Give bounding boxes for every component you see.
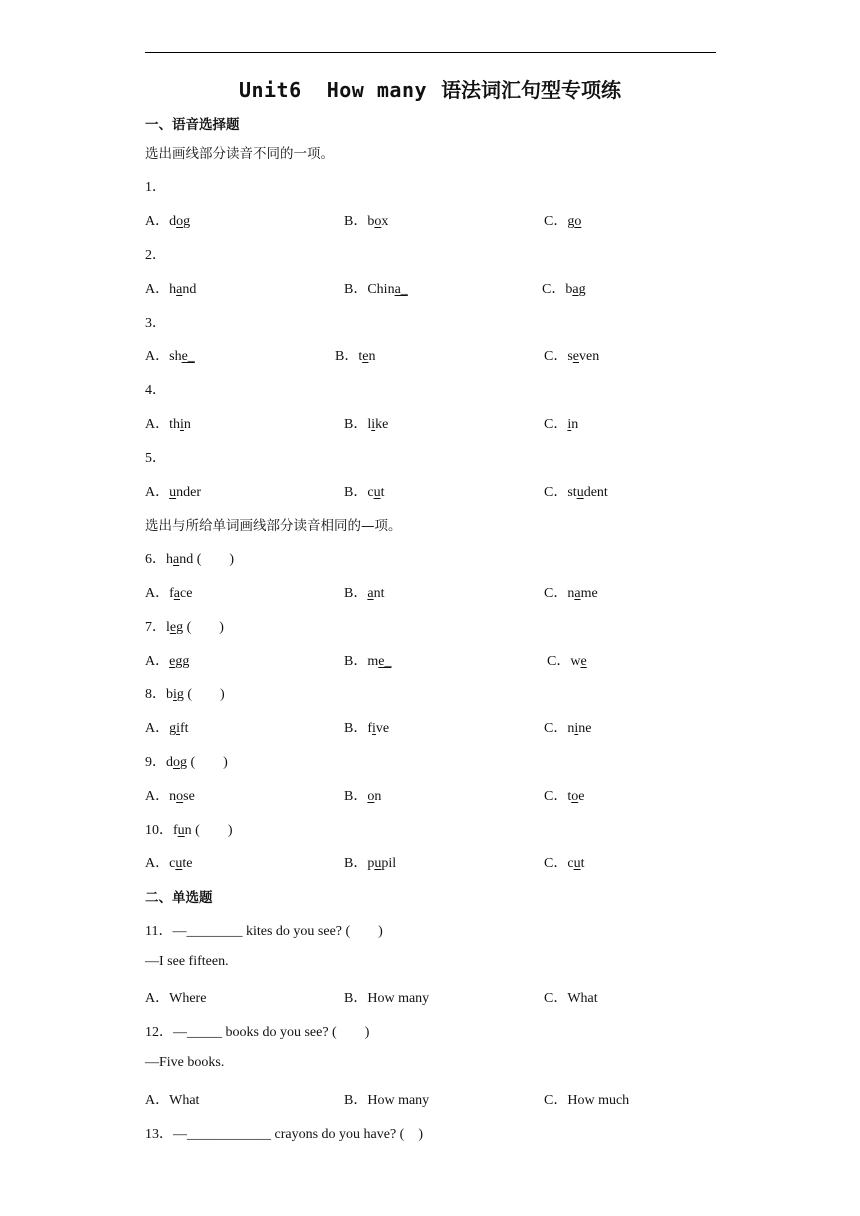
option-c[interactable]: C．nine [544, 721, 592, 736]
option-b[interactable]: B．ten [335, 349, 376, 364]
option-c[interactable]: C．How much [544, 1093, 630, 1108]
option-c[interactable]: C．in [544, 417, 579, 432]
option-c[interactable]: C．go [544, 214, 582, 229]
question-stem: 10．fun ( ) [145, 823, 233, 838]
option-c[interactable]: C．cut [544, 856, 585, 871]
question-stem: 13．—____________ crayons do you have? ( ) [145, 1127, 424, 1142]
option-b[interactable]: B．like [344, 417, 389, 432]
dialog-answer: —Five books. [145, 1055, 225, 1070]
option-a[interactable]: A．What [145, 1093, 200, 1108]
option-a[interactable]: A．dog [145, 214, 191, 229]
question-number: 5． [145, 451, 166, 466]
option-b[interactable]: B．How many [344, 1093, 430, 1108]
question-number: 1． [145, 180, 166, 195]
instruction-1: 选出画线部分读音不同的一项。 [145, 146, 334, 162]
option-a[interactable]: A．she_ [145, 349, 195, 364]
option-a[interactable]: A．gift [145, 721, 189, 736]
option-a[interactable]: A．thin [145, 417, 191, 432]
option-b[interactable]: B．pupil [344, 856, 397, 871]
question-stem: 6．hand ( ) [145, 552, 235, 567]
option-c[interactable]: C．What [544, 991, 598, 1006]
question-stem: 8．big ( ) [145, 687, 225, 702]
option-c[interactable]: C．name [544, 586, 598, 601]
question-stem: 11．—________ kites do you see? ( ) [145, 924, 383, 939]
option-a[interactable]: A．nose [145, 789, 195, 804]
option-b[interactable]: B．on [344, 789, 382, 804]
title-english: Unit6 How many [238, 78, 428, 102]
option-a[interactable]: A．egg [145, 654, 190, 669]
option-b[interactable]: B．me_ [344, 654, 392, 669]
question-number: 4． [145, 383, 166, 398]
section-1-heading: 一、语音选择题 [145, 117, 240, 133]
option-b[interactable]: B．ant [344, 586, 385, 601]
instruction-2: 选出与所给单词画线部分读音相同的—项。 [145, 518, 402, 534]
option-c[interactable]: C．bag [542, 282, 586, 297]
dialog-answer: —I see fifteen. [145, 954, 229, 969]
option-a[interactable]: A．face [145, 586, 193, 601]
option-c[interactable]: C．we [547, 654, 587, 669]
question-stem: 7．leg ( ) [145, 620, 224, 635]
question-number: 2． [145, 248, 166, 263]
section-2-heading: 二、单选题 [145, 890, 213, 906]
question-number: 3． [145, 316, 166, 331]
question-stem: 12．—_____ books do you see? ( ) [145, 1025, 370, 1040]
option-c[interactable]: C．seven [544, 349, 600, 364]
option-b[interactable]: B．How many [344, 991, 430, 1006]
option-a[interactable]: A．Where [145, 991, 207, 1006]
option-b[interactable]: B．China_ [344, 282, 408, 297]
option-b[interactable]: B．box [344, 214, 389, 229]
option-a[interactable]: A．hand [145, 282, 197, 297]
option-c[interactable]: C．toe [544, 789, 585, 804]
top-rule [145, 52, 716, 53]
question-stem: 9．dog ( ) [145, 755, 228, 770]
option-a[interactable]: A．cute [145, 856, 193, 871]
option-b[interactable]: B．five [344, 721, 390, 736]
option-a[interactable]: A．under [145, 485, 202, 500]
page-title [0, 74, 860, 103]
option-b[interactable]: B．cut [344, 485, 385, 500]
title-chinese: 语法词汇句型专项练 [441, 78, 622, 102]
option-c[interactable]: C．student [544, 485, 608, 500]
